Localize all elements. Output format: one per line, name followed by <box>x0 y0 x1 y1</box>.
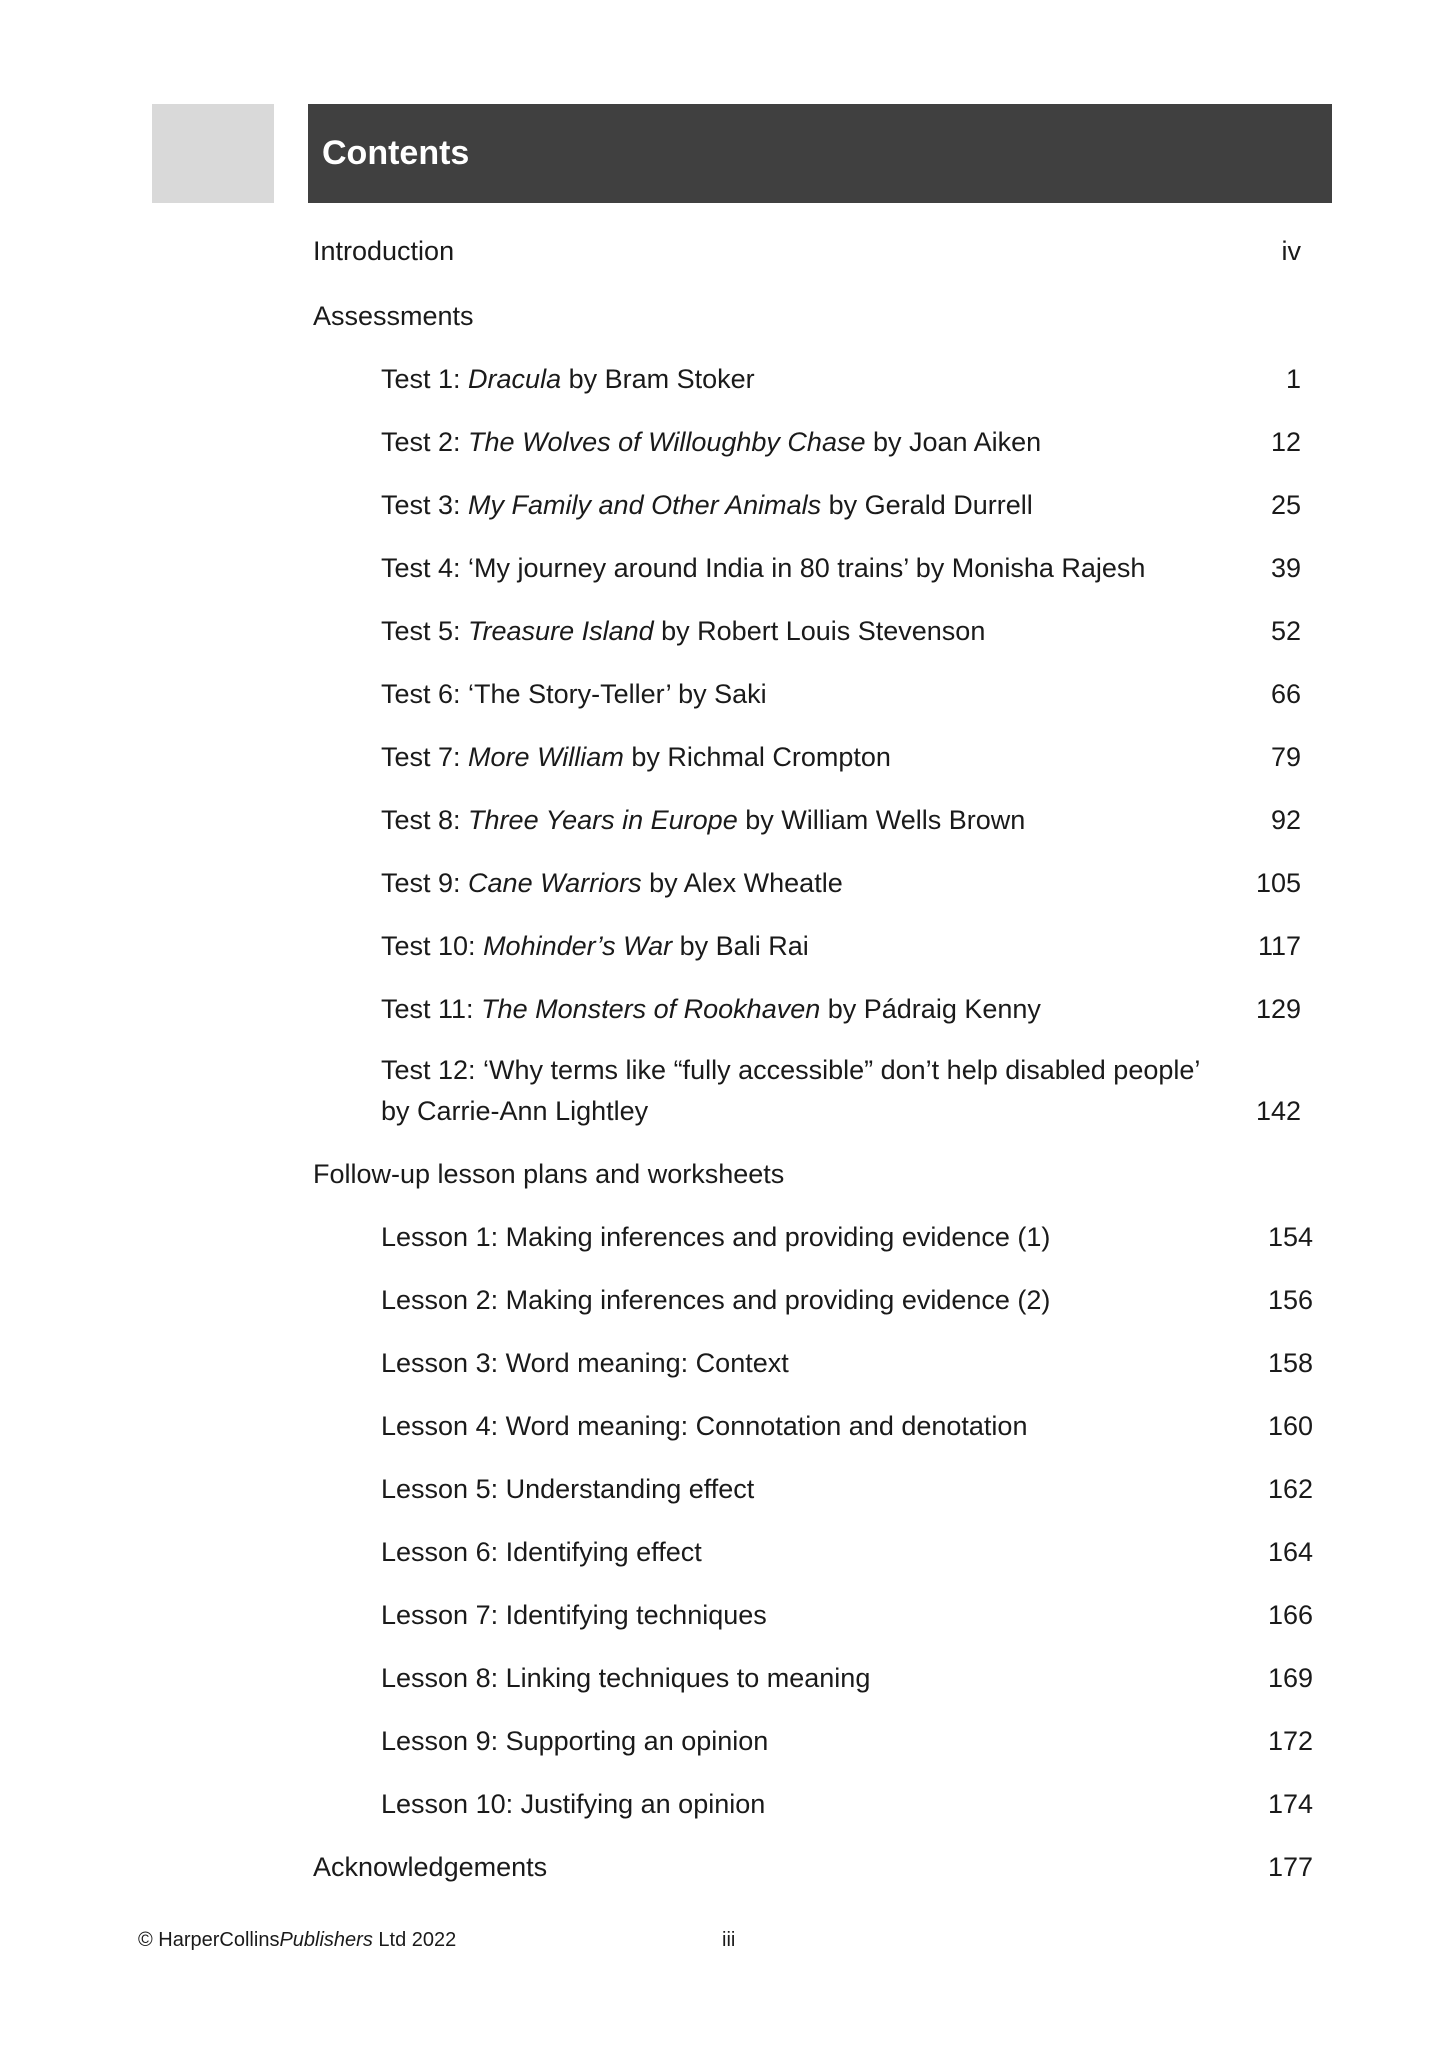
entry-page-number: 117 <box>1257 931 1301 961</box>
entry-text: Test 7: <box>381 742 469 772</box>
entry-page-number: 92 <box>1270 805 1301 835</box>
entry-text: by Bali Rai <box>672 931 809 961</box>
entry-italic-title: Dracula <box>468 364 562 394</box>
entry-page-number: 12 <box>1270 427 1301 457</box>
entry-text: Lesson 1: Making inferences and providing evidence (1) <box>381 1222 1051 1252</box>
decorative-gray-block <box>152 104 274 203</box>
toc-entry <box>381 1284 1050 1316</box>
toc-entry <box>381 678 767 710</box>
entry-italic-title: Three Years in Europe <box>468 805 738 835</box>
copyright-notice <box>138 1929 456 1952</box>
entry-text: Test 6: ‘The Story-Teller’ by Saki <box>381 679 767 709</box>
entry-text: Lesson 2: Making inferences and providing evidence (2) <box>381 1285 1051 1315</box>
toc-entry <box>381 1536 702 1568</box>
toc-entry <box>381 426 1041 458</box>
entry-page-number: 105 <box>1255 868 1301 898</box>
entry-text: by William Wells Brown <box>737 805 1026 835</box>
entry-page-number: 174 <box>1267 1789 1313 1819</box>
entry-text: Test 10: <box>381 931 484 961</box>
entry-text: Introduction <box>313 236 455 266</box>
toc-entry <box>381 1662 870 1694</box>
copyright-prefix: © HarperCollins <box>138 1929 280 1951</box>
entry-italic-title: The Monsters of Rookhaven <box>481 994 821 1024</box>
entry-text: Lesson 7: Identifying techniques <box>381 1600 767 1630</box>
entry-page-number: 177 <box>1267 1852 1313 1882</box>
entry-page-number: 52 <box>1270 616 1301 646</box>
entry-page-number: iv <box>1281 236 1301 266</box>
entry-text: by Joan Aiken <box>865 427 1042 457</box>
toc-entry <box>381 489 1033 521</box>
toc-entry <box>381 993 1041 1025</box>
entry-text: Test 9: <box>381 868 469 898</box>
toc-entry <box>381 615 985 647</box>
toc-entry <box>381 867 843 899</box>
entry-text: Assessments <box>313 301 474 331</box>
toc-entry <box>381 1095 648 1127</box>
toc-entry <box>381 1221 1050 1253</box>
toc-entry <box>313 235 454 267</box>
entry-text: Lesson 9: Supporting an opinion <box>381 1726 769 1756</box>
toc-entry <box>381 741 891 773</box>
entry-text: Lesson 4: Word meaning: Connotation and denotation <box>381 1411 1028 1441</box>
toc-entry <box>313 1158 784 1190</box>
page-title: Contents <box>322 134 470 172</box>
entry-page-number: 164 <box>1267 1537 1313 1567</box>
entry-text: Test 8: <box>381 805 469 835</box>
toc-entry <box>381 1788 765 1820</box>
entry-text: by Robert Louis Stevenson <box>653 616 986 646</box>
entry-page-number: 66 <box>1270 679 1301 709</box>
entry-text: Test 4: ‘My journey around India in 80 trains’ by Monisha Rajesh <box>381 553 1146 583</box>
entry-italic-title: Cane Warriors <box>468 868 642 898</box>
entry-text: Test 5: <box>381 616 469 646</box>
entry-italic-title: More William <box>468 742 624 772</box>
entry-text: Test 11: <box>381 994 482 1024</box>
entry-page-number: 156 <box>1267 1285 1313 1315</box>
entry-text: Lesson 6: Identifying effect <box>381 1537 702 1567</box>
toc-entry <box>381 363 755 395</box>
entry-text: Test 3: <box>381 490 469 520</box>
copyright-publishers: Publishers <box>279 1929 373 1951</box>
entry-page-number: 39 <box>1270 553 1301 583</box>
entry-page-number: 169 <box>1267 1663 1313 1693</box>
entry-text: Lesson 10: Justifying an opinion <box>381 1789 766 1819</box>
entry-page-number: 79 <box>1270 742 1301 772</box>
entry-italic-title: Treasure Island <box>468 616 654 646</box>
toc-entry <box>381 1473 754 1505</box>
entry-page-number: 142 <box>1255 1096 1301 1126</box>
entry-page-number: 160 <box>1267 1411 1313 1441</box>
entry-text: by Alex Wheatle <box>641 868 843 898</box>
entry-text: by Pádraig Kenny <box>820 994 1041 1024</box>
toc-entry <box>381 1347 789 1379</box>
entry-italic-title: My Family and Other Animals <box>468 490 822 520</box>
toc-entry <box>381 552 1145 584</box>
entry-text: Test 1: <box>381 364 469 394</box>
entry-text: by Gerald Durrell <box>821 490 1033 520</box>
entry-page-number: 25 <box>1270 490 1301 520</box>
entry-italic-title: Mohinder’s War <box>483 931 673 961</box>
entry-page-number: 162 <box>1267 1474 1313 1504</box>
toc-entry <box>381 930 809 962</box>
contents-header-bar <box>308 104 1332 203</box>
entry-text: by Richmal Crompton <box>623 742 891 772</box>
copyright-suffix: Ltd 2022 <box>372 1929 457 1951</box>
toc-entry <box>381 1410 1027 1442</box>
entry-text: Lesson 5: Understanding effect <box>381 1474 755 1504</box>
entry-italic-title: The Wolves of Willoughby Chase <box>468 427 866 457</box>
entry-text: by Bram Stoker <box>561 364 755 394</box>
toc-entry <box>381 1599 767 1631</box>
entry-text: Acknowledgements <box>313 1852 548 1882</box>
entry-text: Lesson 8: Linking techniques to meaning <box>381 1663 871 1693</box>
toc-entry <box>381 804 1025 836</box>
entry-text: by Carrie-Ann Lightley <box>381 1096 649 1126</box>
entry-page-number: 172 <box>1267 1726 1313 1756</box>
entry-text: Test 12: ‘Why terms like “fully accessible” don’t help disabled people’ <box>381 1055 1201 1085</box>
entry-page-number: 166 <box>1267 1600 1313 1630</box>
entry-page-number: 158 <box>1267 1348 1313 1378</box>
toc-entry <box>381 1054 1200 1086</box>
toc-entry <box>313 1851 547 1883</box>
toc-entry <box>313 300 474 332</box>
toc-entry <box>381 1725 768 1757</box>
entry-text: Lesson 3: Word meaning: Context <box>381 1348 789 1378</box>
entry-text: Test 2: <box>381 427 469 457</box>
entry-page-number: 129 <box>1255 994 1301 1024</box>
entry-text: Follow-up lesson plans and worksheets <box>313 1159 785 1189</box>
entry-page-number: 1 <box>1285 364 1301 394</box>
page-number: iii <box>722 1929 736 1951</box>
entry-page-number: 154 <box>1267 1222 1313 1252</box>
